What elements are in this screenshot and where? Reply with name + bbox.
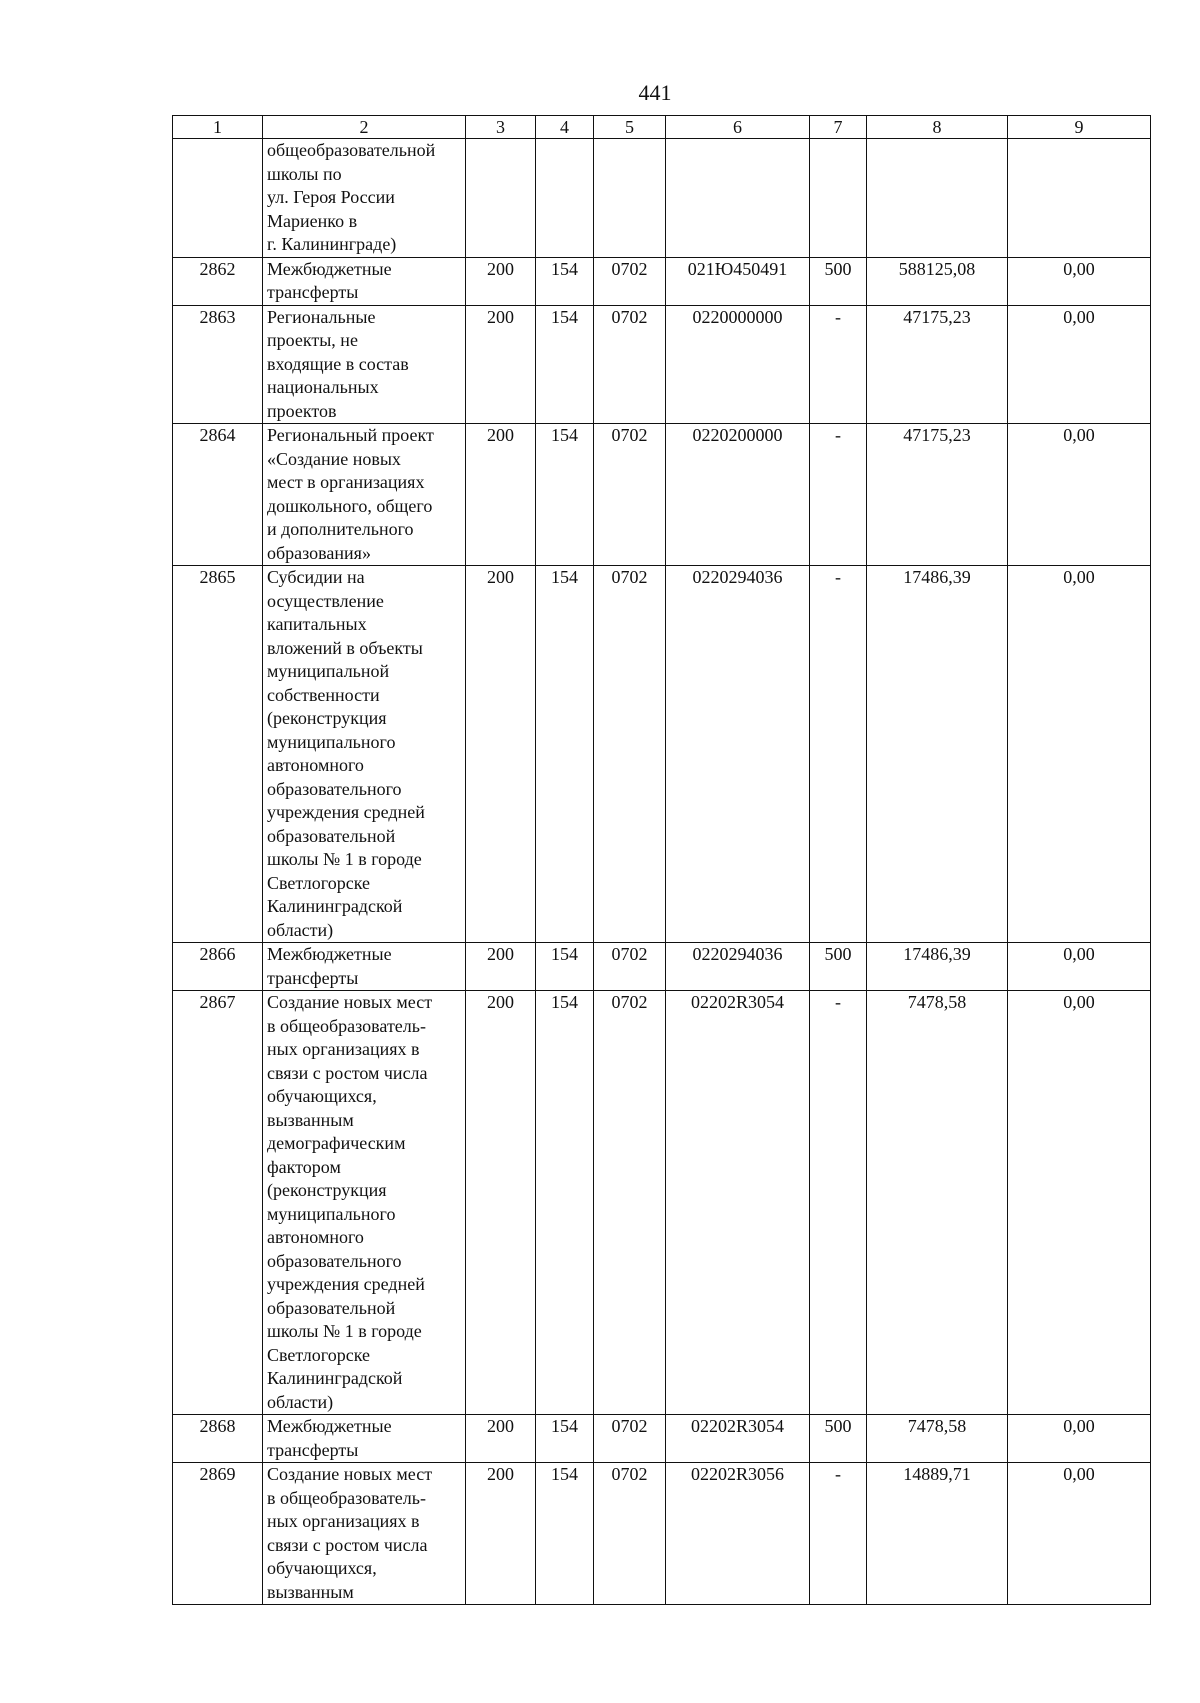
col-3-cell: 200 — [466, 991, 536, 1415]
col-5-cell: 0702 — [594, 943, 666, 991]
col-3-cell: 200 — [466, 1415, 536, 1463]
col-8-cell: 7478,58 — [867, 991, 1008, 1415]
name-line: образовательного — [267, 778, 402, 799]
row-number-cell: 2866 — [173, 943, 263, 991]
name-line: проекты, не — [267, 330, 358, 350]
name-line: муниципальной — [267, 661, 390, 681]
col-9-cell: 0,00 — [1008, 257, 1151, 305]
name-line: учреждения средней — [267, 802, 425, 822]
row-number-cell: 2869 — [173, 1463, 263, 1605]
col-4-cell: 154 — [536, 305, 594, 424]
name-line: Субсидии на — [267, 567, 365, 587]
row-name-cell — [263, 305, 466, 424]
col-8-cell: 47175,23 — [867, 424, 1008, 566]
table-row — [173, 305, 1151, 424]
column-header: 8 — [867, 116, 1008, 139]
name-line: Региональный проект — [267, 425, 434, 445]
name-line: капитальных — [267, 614, 367, 634]
col-9-cell: 0,00 — [1008, 943, 1151, 991]
col-8-cell: 17486,39 — [867, 566, 1008, 943]
row-name-cell — [263, 257, 466, 305]
budget-table — [172, 115, 1151, 1605]
name-line: Создание новых мест — [267, 992, 433, 1012]
col-4-cell: 154 — [536, 1463, 594, 1605]
col-7-cell: 500 — [810, 1415, 867, 1463]
column-header: 1 — [173, 116, 263, 139]
col-7-cell: - — [810, 1463, 867, 1605]
col-9-cell: 0,00 — [1008, 1463, 1151, 1605]
name-line: ных организациях в — [267, 1039, 420, 1059]
table-row — [173, 1463, 1151, 1605]
column-header: 3 — [466, 116, 536, 139]
name-line: вызванным — [267, 1581, 354, 1602]
name-line: Региональные — [267, 306, 376, 327]
row-number-cell: 2865 — [173, 566, 263, 943]
row-name-cell — [263, 424, 466, 566]
name-line: собственности — [267, 684, 380, 705]
row-name-cell — [263, 943, 466, 991]
name-line: связи с ростом числа — [267, 1062, 428, 1083]
name-line: образовательной — [267, 1297, 396, 1318]
col-6-cell: 021Ю450491 — [666, 257, 810, 305]
col-8-cell: 14889,71 — [867, 1463, 1008, 1605]
name-line: входящие в состав — [267, 353, 409, 374]
col-3-cell: 200 — [466, 424, 536, 566]
column-header: 7 — [810, 116, 867, 139]
column-header: 5 — [594, 116, 666, 139]
name-line: в общеобразователь- — [267, 1015, 426, 1036]
table-row — [173, 1415, 1151, 1463]
row-number-cell: 2863 — [173, 305, 263, 424]
name-line: муниципального — [267, 1203, 396, 1224]
col-9-cell: 0,00 — [1008, 991, 1151, 1415]
col-7-cell: - — [810, 305, 867, 424]
name-line: обучающихся, — [267, 1558, 377, 1578]
name-line: вызванным — [267, 1109, 354, 1130]
row-name-cell — [263, 139, 466, 258]
col-3-cell: 200 — [466, 257, 536, 305]
name-line: осуществление — [267, 590, 384, 611]
col-6-cell: 02202R3054 — [666, 1415, 810, 1463]
col-6-cell: 02202R3054 — [666, 991, 810, 1415]
name-line: Калининградской — [267, 1368, 403, 1388]
col-3-cell: 200 — [466, 566, 536, 943]
col-5-cell: 0702 — [594, 1415, 666, 1463]
name-line: школы № 1 в городе — [267, 1321, 422, 1341]
table-header-row — [173, 116, 1151, 139]
col-9-cell — [1008, 139, 1151, 258]
name-line: мест в организациях — [267, 472, 425, 492]
table-row — [173, 943, 1151, 991]
name-line: Калининградской — [267, 896, 403, 916]
column-header: 9 — [1008, 116, 1151, 139]
name-line: и дополнительного — [267, 519, 414, 539]
col-4-cell: 154 — [536, 566, 594, 943]
name-line: автономного — [267, 755, 364, 775]
row-number-cell: 2867 — [173, 991, 263, 1415]
name-line: фактором — [267, 1156, 341, 1177]
name-line: школы по — [267, 163, 342, 184]
row-number-cell — [173, 139, 263, 258]
table-row — [173, 139, 1151, 258]
col-6-cell: 0220200000 — [666, 424, 810, 566]
table-row — [173, 424, 1151, 566]
name-line: образовательной — [267, 825, 396, 846]
col-8-cell: 7478,58 — [867, 1415, 1008, 1463]
row-number-cell: 2868 — [173, 1415, 263, 1463]
name-line: образовательного — [267, 1250, 402, 1271]
col-7-cell: 500 — [810, 257, 867, 305]
col-5-cell: 0702 — [594, 305, 666, 424]
col-5-cell: 0702 — [594, 991, 666, 1415]
col-7-cell — [810, 139, 867, 258]
col-7-cell: - — [810, 424, 867, 566]
name-line: учреждения средней — [267, 1274, 425, 1294]
col-5-cell — [594, 139, 666, 258]
name-line: трансферты — [267, 282, 359, 302]
name-line: муниципального — [267, 731, 396, 752]
col-3-cell: 200 — [466, 305, 536, 424]
name-line: вложений в объекты — [267, 637, 423, 658]
col-7-cell: - — [810, 991, 867, 1415]
col-3-cell: 200 — [466, 943, 536, 991]
row-number-cell: 2864 — [173, 424, 263, 566]
col-6-cell: 0220294036 — [666, 943, 810, 991]
name-line: ул. Героя России — [267, 187, 395, 207]
col-9-cell: 0,00 — [1008, 424, 1151, 566]
row-name-cell — [263, 566, 466, 943]
col-9-cell: 0,00 — [1008, 305, 1151, 424]
name-line: национальных — [267, 377, 379, 397]
name-line: обучающихся, — [267, 1086, 377, 1106]
name-line: образования» — [267, 542, 371, 563]
col-8-cell: 47175,23 — [867, 305, 1008, 424]
col-5-cell: 0702 — [594, 566, 666, 943]
name-line: демографическим — [267, 1133, 406, 1153]
column-header: 6 — [666, 116, 810, 139]
col-4-cell — [536, 139, 594, 258]
row-number-cell: 2862 — [173, 257, 263, 305]
col-4-cell: 154 — [536, 424, 594, 566]
name-line: Мариенко в — [267, 210, 358, 231]
name-line: связи с ростом числа — [267, 1534, 428, 1555]
column-header: 4 — [536, 116, 594, 139]
name-line: (реконструкция — [267, 708, 387, 728]
name-line: общеобразовательной — [267, 140, 436, 160]
name-line: школы № 1 в городе — [267, 849, 422, 869]
col-6-cell — [666, 139, 810, 258]
table-row — [173, 991, 1151, 1415]
name-line: Создание новых мест — [267, 1464, 433, 1484]
name-line: области) — [267, 1391, 334, 1412]
column-header: 2 — [263, 116, 466, 139]
col-9-cell: 0,00 — [1008, 1415, 1151, 1463]
col-4-cell: 154 — [536, 1415, 594, 1463]
row-name-cell — [263, 1415, 466, 1463]
page-number: 441 — [638, 80, 672, 105]
name-line: Межбюджетные — [267, 258, 392, 279]
col-8-cell: 17486,39 — [867, 943, 1008, 991]
col-5-cell: 0702 — [594, 424, 666, 566]
col-5-cell: 0702 — [594, 257, 666, 305]
name-line: области) — [267, 919, 334, 940]
col-4-cell: 154 — [536, 257, 594, 305]
col-3-cell — [466, 139, 536, 258]
name-line: автономного — [267, 1227, 364, 1247]
col-9-cell: 0,00 — [1008, 566, 1151, 943]
table-row — [173, 566, 1151, 943]
name-line: трансферты — [267, 967, 359, 988]
col-4-cell: 154 — [536, 943, 594, 991]
name-line: Межбюджетные — [267, 1416, 392, 1436]
row-name-cell — [263, 991, 466, 1415]
name-line: проектов — [267, 400, 337, 421]
row-name-cell — [263, 1463, 466, 1605]
col-7-cell: 500 — [810, 943, 867, 991]
col-4-cell: 154 — [536, 991, 594, 1415]
col-8-cell — [867, 139, 1008, 258]
col-3-cell: 200 — [466, 1463, 536, 1605]
name-line: дошкольного, общего — [267, 495, 433, 516]
col-8-cell: 588125,08 — [867, 257, 1008, 305]
name-line: Светлогорске — [267, 1344, 370, 1365]
col-5-cell: 0702 — [594, 1463, 666, 1605]
col-7-cell: - — [810, 566, 867, 943]
name-line: Светлогорске — [267, 872, 370, 893]
col-6-cell: 02202R3056 — [666, 1463, 810, 1605]
table-body — [173, 139, 1151, 1605]
col-6-cell: 0220000000 — [666, 305, 810, 424]
name-line: г. Калининграде) — [267, 234, 397, 254]
table-row — [173, 257, 1151, 305]
name-line: «Создание новых — [267, 448, 401, 469]
name-line: ных организациях в — [267, 1511, 420, 1531]
name-line: (реконструкция — [267, 1180, 387, 1200]
name-line: в общеобразователь- — [267, 1487, 426, 1508]
col-6-cell: 0220294036 — [666, 566, 810, 943]
name-line: трансферты — [267, 1439, 359, 1460]
name-line: Межбюджетные — [267, 944, 392, 964]
